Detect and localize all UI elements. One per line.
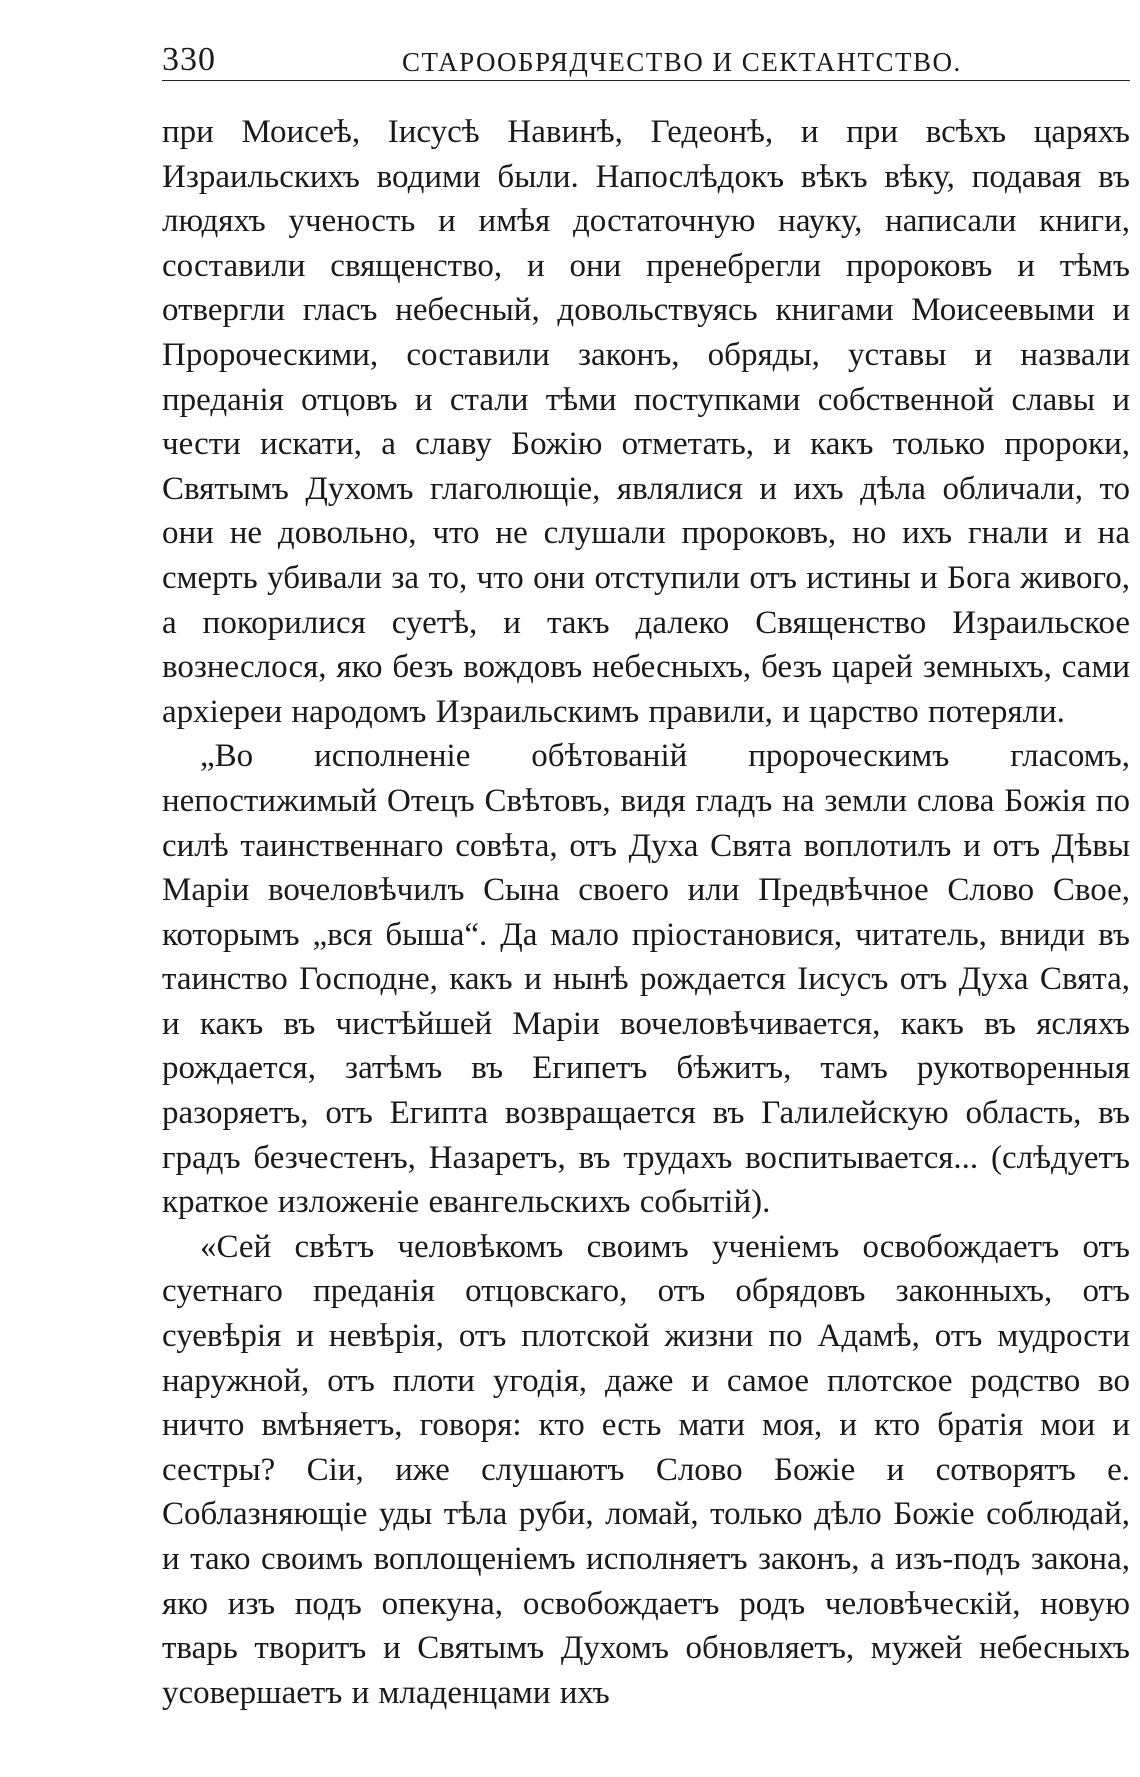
running-head: [162, 38, 1130, 82]
paragraph-1: при Моисеѣ, Іисусѣ Навинѣ, Гедеонѣ, и при всѣхъ царяхъ Израильскихъ водими были. Напослѣдокъ вѣкъ вѣку, подавая въ людяхъ ученость и имѣя достаточную науку, написали книги, составили священство, и они пренебрегли пророковъ и тѣмъ отвергли гласъ небесный, довольствуясь книгами Моисеевыми и Пророческими, составили законъ, обряды, уставы и назвали преданія отцовъ и стали тѣми поступками собственной славы и чести искати, а славу Божію отметать, и какъ только пророки, Святымъ Духомъ глаголющіе, являлися и ихъ дѣла обличали, то они не довольно, что не слушали пророковъ, но ихъ гнали и на смерть убивали за то, что они отступили отъ истины и Бога живого, а покорилися суетѣ, и такъ далеко Священство Израильское вознеслося, яко безъ вождовъ небесныхъ, безъ царей земныхъ, сами архіереи народомъ Израильскимъ правили, и царство потеряли.: [162, 114, 1130, 730]
paragraph-2: „Во исполненіе обѣтованій пророческимъ гласомъ, непостижимый Отецъ Свѣтовъ, видя гладъ на земли слова Божія по силѣ таинственнаго совѣта, отъ Духа Свята воплотилъ и отъ Дѣвы Маріи вочеловѣчилъ Сына своего или Предвѣчное Слово Свое, которымъ „вся быша“. Да мало пріостановися, читатель, вниди въ таинство Господне, какъ и нынѣ рождается Іисусъ отъ Духа Свята, и какъ въ чистѣйшей Маріи вочеловѣчивается, какъ въ ясляхъ рождается, затѣмъ въ Египетъ бѣжитъ, тамъ рукотворенныя разоряетъ, отъ Египта возвращается въ Галилейскую область, въ градъ безчестенъ, Назаретъ, въ трудахъ воспитывается... (слѣдуетъ краткое изложеніе евангельскихъ событій).: [162, 738, 1130, 1221]
running-title: СТАРООБРЯДЧЕСТВО И СЕКТАНТСТВО.: [402, 47, 962, 77]
page-number: 330: [162, 41, 216, 78]
body-text: [162, 110, 1130, 1715]
paragraph-3: «Сей свѣтъ человѣкомъ своимъ ученіемъ освобождаетъ отъ суетнаго преданія отцовскаго, отъ обрядовъ законныхъ, отъ суевѣрія и невѣрія, отъ плотской жизни по Адамѣ, отъ мудрости наружной, отъ плоти угодія, даже и самое плотское родство во ничто вмѣняетъ, говоря: кто есть мати моя, и кто братія мои и сестры? Сіи, иже слушаютъ Слово Божіе и сотворятъ е. Соблазняющіе уды тѣла руби, ломай, только дѣло Божіе соблюдай, и тако своимъ воплощеніемъ исполняетъ законъ, а изъ-подъ закона, яко изъ подъ опекуна, освобождаетъ родъ человѣческій, новую тварь творитъ и Святымъ Духомъ обновляетъ, мужей небесныхъ усовершаетъ и младенцами ихъ: [162, 1228, 1130, 1711]
header-rule: [162, 80, 1130, 81]
